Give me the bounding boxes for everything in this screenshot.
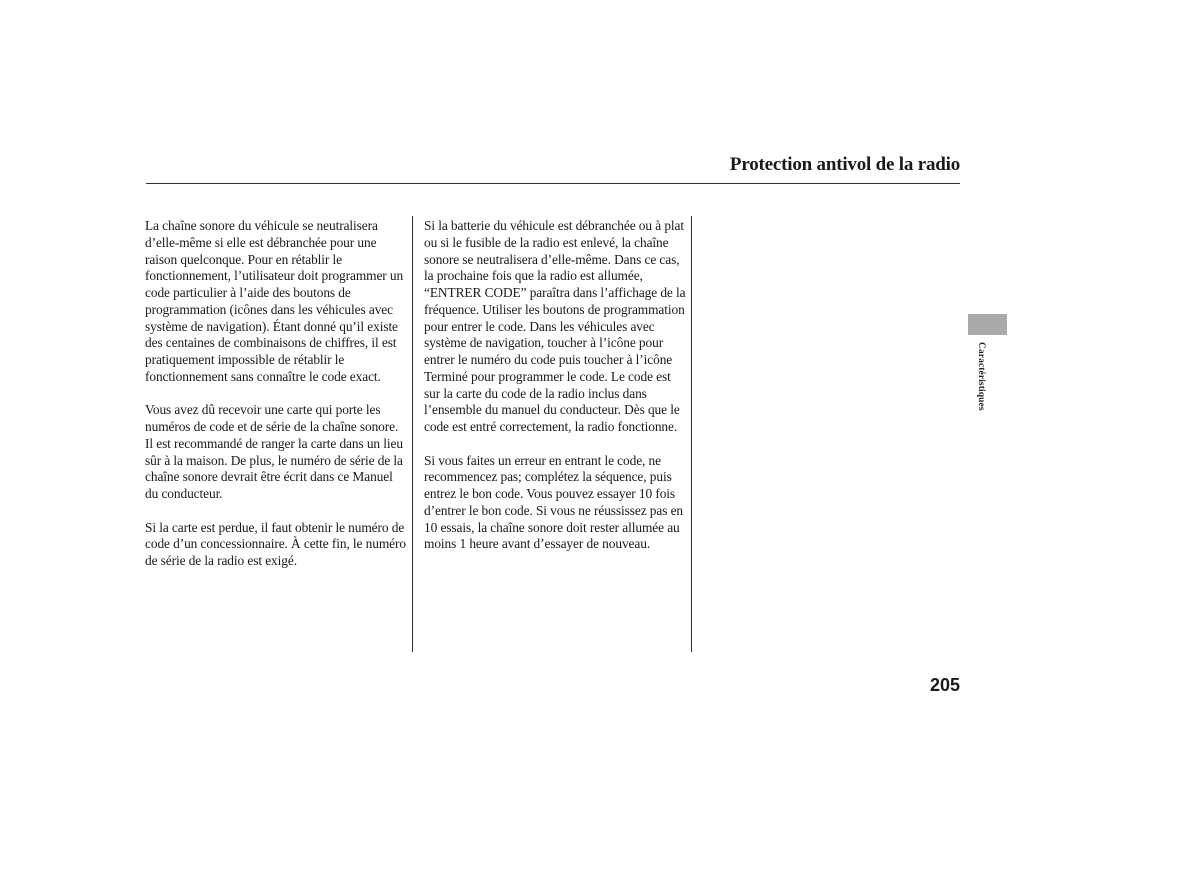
column-left [145, 218, 407, 587]
page-number: 205 [929, 675, 960, 695]
column-divider [412, 216, 413, 652]
paragraph: La chaîne sonore du véhicule se neutralisera d’elle-même si elle est débranchée pour une raison quelconque. Pour en rétablir le fonctionnement, l’utilisateur doit programmer un code particulier à l’aide des boutons de programmation (icônes dans les véhicules avec système de navigation). Étant donné qu’il existe des centaines de combinaisons de chiffres, il est pratiquement impossible de rétablir le fonctionnement sans connaître le code exact. [145, 218, 404, 384]
paragraph: Si vous faites un erreur en entrant le code, ne recommencez pas; complétez la séquence, puis entrez le bon code. Vous pouvez essayer 10 fois d’entrer le bon code. Si vous ne réussissez pas en 10 essais, la chaîne sonore doit rester allumée au moins 1 heure avant d’essayer de nouveau. [424, 452, 684, 552]
paragraph: Vous avez dû recevoir une carte qui porte les numéros de code et de série de la chaîne sonore. Il est recommandé de ranger la carte dans un lieu sûr à la maison. De plus, le numéro de série de la chaîne sonore devrait être écrit dans ce Manuel du conducteur. [145, 402, 403, 501]
paragraph: Si la carte est perdue, il faut obtenir le numéro de code d’un concessionnaire. À cette fin, le numéro de série de la radio est exigé. [145, 519, 406, 568]
paragraph: Si la batterie du véhicule est débranchée ou à plat ou si le fusible de la radio est enlevé, la chaîne sonore se neutralisera d’elle-même. Dans ce cas, la prochaine fois que la radio est allumée, “ENTRER CODE” paraîtra dans l’affichage de la fréquence. Utiliser les boutons de programmation pour entrer le code. Dans les véhicules avec système de navigation, toucher à l’icône pour entrer le numéro du code puis toucher à l’icône Terminé pour programmer le code. Le code est sur la carte du code de la radio inclus dans l’ensemble du manuel du conducteur. Dès que le code est entré correctement, la radio fonctionne. [424, 218, 686, 434]
page-title: Protection antivol de la radio [729, 154, 960, 175]
column-middle [424, 218, 686, 570]
section-tab [968, 314, 1007, 335]
section-tab-label: Caractéristiques [976, 342, 986, 411]
column-divider [691, 216, 692, 652]
title-rule [146, 183, 960, 184]
